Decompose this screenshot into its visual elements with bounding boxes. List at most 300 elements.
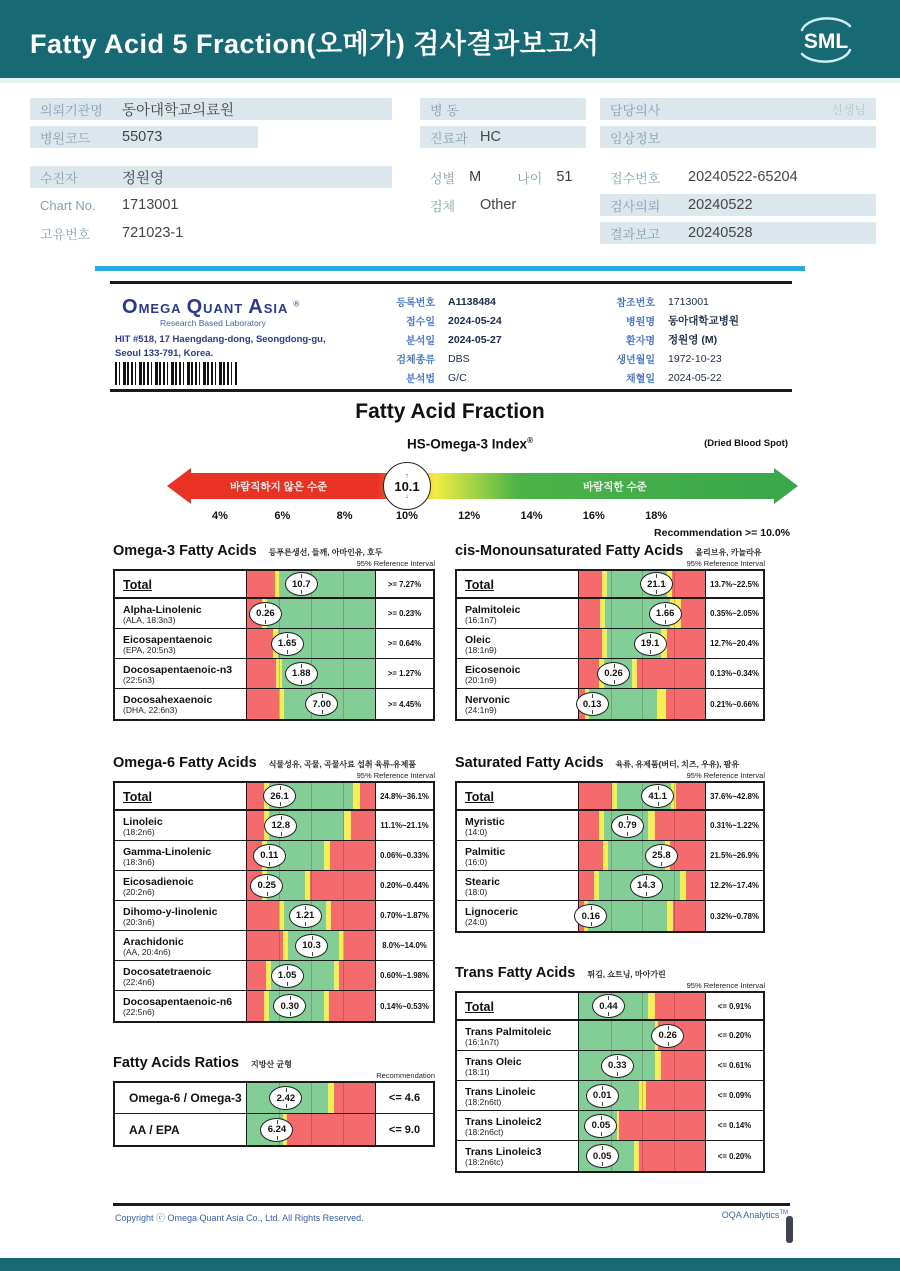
analyte-formula: (18:1t)	[465, 1066, 490, 1077]
range-segment	[672, 571, 705, 597]
app-header	[0, 0, 900, 78]
field-value: 20240528	[688, 225, 753, 241]
range-segment	[579, 1021, 655, 1050]
table-row	[457, 783, 763, 811]
range-bar	[247, 991, 375, 1021]
gridline	[279, 571, 280, 597]
range-bar	[247, 1083, 375, 1113]
field-row[interactable]	[30, 126, 258, 148]
analyte-name-cell	[457, 1021, 579, 1050]
reference-value: <= 0.09%	[705, 1081, 763, 1110]
analyte-formula: (18:2n6)	[123, 826, 155, 837]
range-segment	[330, 841, 375, 870]
value-marker: 0.30	[273, 994, 306, 1018]
range-segment	[344, 931, 375, 960]
range-segment	[329, 991, 375, 1021]
field-row	[420, 194, 586, 216]
analyte-name-cell	[115, 689, 247, 719]
range-segment	[351, 811, 375, 840]
omega6-table	[113, 755, 435, 1023]
sml-logo	[794, 12, 858, 68]
analyte-name: Total	[123, 789, 152, 804]
analyte-name: Myristic	[465, 815, 505, 828]
range-segment	[673, 901, 705, 931]
value-marker: 0.44	[592, 994, 625, 1018]
value-marker: 1.21	[289, 904, 322, 928]
gridline	[642, 659, 643, 688]
lab-logo-word: ASIA	[248, 296, 289, 318]
range-segment	[579, 841, 603, 870]
range-bar	[579, 871, 705, 900]
analyte-formula: (24:0)	[465, 917, 488, 928]
analyte-name-cell	[457, 1111, 579, 1140]
reference-value: >= 1.27%	[375, 659, 433, 688]
value-marker: 6.24	[260, 1118, 293, 1142]
analyte-formula: (16:1n7)	[465, 614, 497, 625]
analyte-name-cell	[115, 1083, 247, 1113]
gridline	[311, 783, 312, 809]
analyte-name: Eicosadienoic	[123, 875, 194, 888]
value-marker: 0.05	[586, 1144, 619, 1168]
field-row[interactable]	[420, 98, 586, 120]
table-row	[115, 599, 433, 629]
range-segment	[247, 991, 264, 1021]
range-bar	[247, 571, 375, 597]
range-bar	[247, 811, 375, 840]
table-header	[113, 755, 435, 771]
field-row	[30, 194, 392, 216]
range-segment	[339, 961, 375, 990]
scale-tick: 6%	[274, 510, 291, 522]
field-row	[30, 222, 392, 244]
range-bar	[579, 1081, 705, 1110]
range-bar	[247, 629, 375, 658]
table-row	[115, 901, 433, 931]
analyte-name-cell	[457, 599, 579, 628]
analyte-name-cell	[115, 871, 247, 900]
gridline	[674, 629, 675, 658]
table-title: cis-Monounsaturated Fatty Acids	[455, 543, 684, 559]
table-subtitle: 올리브유, 카놀라유	[695, 548, 762, 557]
value-marker: 1.05	[271, 964, 304, 988]
reference-value: <= 0.14%	[705, 1111, 763, 1140]
analyte-name-cell	[457, 841, 579, 870]
kv-value: G/C	[448, 371, 467, 384]
lab-logo-word: OMEGA	[122, 296, 182, 318]
gridline	[674, 689, 675, 719]
kv-label: 생년월일	[616, 355, 655, 366]
table-row	[115, 1083, 433, 1114]
table-row	[457, 629, 763, 659]
table-row	[457, 1021, 763, 1051]
gridline	[311, 841, 312, 870]
gridline	[642, 599, 643, 628]
range-segment	[579, 629, 602, 658]
analyte-name-cell	[115, 961, 247, 990]
analyte-formula: (16:0)	[465, 856, 488, 867]
analyte-name: AA / EPA	[129, 1122, 180, 1137]
value-marker: 0.13	[576, 692, 609, 716]
range-bar	[579, 993, 705, 1019]
gridline	[611, 629, 612, 658]
reference-value: <= 0.61%	[705, 1051, 763, 1080]
scroll-cursor[interactable]	[786, 1216, 793, 1243]
gridline	[642, 1111, 643, 1140]
value-marker: 41.1	[641, 784, 674, 808]
scale-tick: 18%	[645, 510, 668, 522]
analyte-name-cell	[115, 629, 247, 658]
analyte-name-cell	[115, 1114, 247, 1145]
table-title: Saturated Fatty Acids	[455, 755, 604, 771]
trans-table	[455, 965, 765, 1173]
reference-value: >= 0.23%	[375, 599, 433, 628]
sml-logo-text: SML	[803, 30, 849, 53]
value-marker: 21.1	[640, 572, 673, 596]
patient-col-2	[600, 98, 876, 250]
analyte-name: Total	[465, 789, 494, 804]
value-marker: 0.26	[597, 662, 630, 686]
range-segment	[287, 1114, 375, 1145]
reference-value: <= 4.6	[375, 1083, 433, 1113]
lab-logo	[122, 296, 299, 319]
brand-text: OQA Analytics™	[721, 1210, 788, 1220]
table-header	[113, 543, 435, 559]
value-marker: 0.01	[586, 1084, 619, 1108]
gridline	[343, 1114, 344, 1145]
range-segment	[657, 689, 666, 719]
table-header	[455, 965, 765, 981]
range-segment	[267, 599, 375, 628]
field-label: 진료과	[430, 130, 468, 146]
kv-value: 동아대학교병원	[668, 315, 740, 327]
table-title: Omega-6 Fatty Acids	[113, 755, 257, 771]
gridline	[311, 1114, 312, 1145]
gridline	[611, 783, 612, 809]
gridline	[642, 841, 643, 870]
range-bar	[579, 1111, 705, 1140]
range-bar	[579, 811, 705, 840]
analyte-formula: (18:2n6tt)	[465, 1096, 502, 1107]
field-value: 20240522	[688, 197, 753, 213]
range-segment	[655, 811, 705, 840]
kv-row	[575, 292, 775, 311]
reference-value: 0.14%~0.53%	[375, 991, 433, 1021]
gridline	[279, 931, 280, 960]
kv-label: 등록번호	[396, 298, 435, 309]
kv-row	[355, 292, 535, 311]
reference-value: >= 0.64%	[375, 629, 433, 658]
field-value: 1713001	[122, 197, 179, 213]
analyte-name-cell	[115, 991, 247, 1021]
analyte-formula: (EPA, 20:5n3)	[123, 644, 176, 655]
value-marker: 0.25	[250, 874, 283, 898]
gridline	[343, 841, 344, 870]
kv-value: 1713001	[668, 295, 709, 308]
kv-label: 분석일	[406, 336, 435, 347]
table-row	[115, 571, 433, 599]
kv-value: A1138484	[448, 295, 496, 308]
value-marker: 0.26	[651, 1024, 684, 1048]
gridline	[674, 1081, 675, 1110]
analyte-name: Alpha-Linolenic	[123, 603, 202, 616]
analyte-name: Docosatetraenoic	[123, 965, 212, 978]
reference-value: 0.35%~2.05%	[705, 599, 763, 628]
analyte-name-cell	[457, 993, 579, 1019]
analyte-name: Trans Oleic	[465, 1055, 522, 1068]
range-segment	[646, 1081, 705, 1110]
table-title: Trans Fatty Acids	[455, 965, 576, 981]
kv-label: 병원명	[626, 317, 655, 328]
analyte-formula: (18:0)	[465, 886, 488, 897]
range-segment	[360, 783, 375, 809]
reference-value: 24.8%~36.1%	[375, 783, 433, 809]
analyte-name-cell	[457, 1081, 579, 1110]
table-row	[457, 871, 763, 901]
field-label: 수진자	[40, 170, 78, 186]
analyte-name: Eicosenoic	[465, 663, 521, 676]
gridline	[642, 901, 643, 931]
analyte-formula: (20:2n6)	[123, 886, 155, 897]
lab-header-rule-bottom	[110, 389, 792, 392]
reference-value: 0.13%~0.34%	[705, 659, 763, 688]
gridline	[343, 991, 344, 1021]
field-row[interactable]	[600, 98, 876, 120]
analyte-formula: (22:5n3)	[123, 674, 155, 685]
analyte-name: Omega-6 / Omega-3	[129, 1091, 242, 1106]
gridline	[279, 901, 280, 930]
undesirable-zone-label: 바람직하지 않은 수준	[230, 481, 328, 493]
gridline	[642, 689, 643, 719]
range-segment	[247, 659, 276, 688]
field-label: 성별	[430, 170, 456, 186]
range-bar	[579, 1021, 705, 1050]
analyte-formula: (24:1n9)	[465, 705, 497, 716]
range-segment	[676, 783, 705, 809]
gridline	[343, 659, 344, 688]
reference-value: 0.60%~1.98%	[375, 961, 433, 990]
field-row[interactable]	[600, 126, 876, 148]
analyte-formula: (16:1n7t)	[465, 1036, 500, 1047]
range-segment	[579, 571, 602, 597]
page-top-accent	[95, 266, 805, 271]
range-segment	[655, 993, 705, 1019]
analyte-formula: (14:0)	[465, 826, 488, 837]
gridline	[343, 571, 344, 597]
analyte-name: Total	[123, 577, 152, 592]
table-title: Omega-3 Fatty Acids	[113, 543, 257, 559]
value-marker: 2.42	[269, 1086, 302, 1110]
table-row	[457, 841, 763, 871]
gridline	[343, 629, 344, 658]
gridline	[343, 783, 344, 809]
table-row	[457, 811, 763, 841]
field-row[interactable]	[420, 126, 586, 148]
kv-label: 접수일	[406, 317, 435, 328]
table-header	[455, 543, 765, 559]
analyte-formula: (AA, 20:4n6)	[123, 946, 171, 957]
analyte-name-cell	[115, 901, 247, 930]
analyte-name: Palmitic	[465, 845, 506, 858]
analyte-name: Total	[465, 577, 494, 592]
kv-label: 참조번호	[616, 298, 655, 309]
table-row	[115, 961, 433, 991]
table-row	[115, 811, 433, 841]
gridline	[311, 811, 312, 840]
range-bar	[579, 841, 705, 870]
index-value-marker	[383, 462, 431, 510]
reference-value: 11.1%~21.1%	[375, 811, 433, 840]
analyte-name-cell	[115, 599, 247, 628]
gridline	[311, 599, 312, 628]
gridline	[642, 1141, 643, 1171]
field-label: 임상정보	[610, 130, 661, 146]
field-row[interactable]	[30, 98, 392, 120]
reference-value: 21.5%~26.9%	[705, 841, 763, 870]
table-row	[115, 783, 433, 811]
table-row	[457, 689, 763, 719]
analyte-name: Stearic	[465, 875, 501, 888]
value-marker: 10.3	[295, 934, 328, 958]
gauge-left-arrowhead	[167, 468, 191, 504]
barcode	[115, 362, 237, 385]
field-row[interactable]	[30, 166, 392, 188]
registered-mark: ®	[527, 436, 533, 445]
gridline	[611, 871, 612, 900]
field-value: HC	[480, 129, 501, 145]
table-row	[457, 1111, 763, 1141]
field-label: 고유번호	[40, 226, 91, 242]
field-value: 55073	[122, 129, 163, 145]
gridline	[343, 811, 344, 840]
analyte-name: Palmitoleic	[465, 603, 521, 616]
analyte-formula: (18:2n6ct)	[465, 1126, 504, 1137]
analyte-name: Lignoceric	[465, 906, 519, 919]
gridline	[311, 629, 312, 658]
analyte-name: Trans Linoleic2	[465, 1115, 542, 1128]
analyte-name: Gamma-Linolenic	[123, 845, 212, 858]
field-row[interactable]	[600, 194, 876, 216]
range-segment	[639, 1141, 705, 1171]
range-bar	[247, 689, 375, 719]
scale-tick: 4%	[212, 510, 228, 522]
field-label: 병원코드	[40, 130, 91, 146]
field-label: 검체	[430, 198, 456, 214]
range-bar	[579, 901, 705, 931]
range-segment	[579, 811, 599, 840]
gridline	[311, 991, 312, 1021]
analyte-name-cell	[457, 811, 579, 840]
gridline	[674, 1051, 675, 1080]
range-bar	[247, 659, 375, 688]
table-row	[457, 993, 763, 1021]
kv-value: 2024-05-24	[448, 314, 502, 327]
analyte-name: Eicosapentaenoic	[123, 633, 213, 646]
range-bar	[247, 783, 375, 809]
table-row	[115, 689, 433, 719]
patient-col-0	[30, 98, 392, 250]
result-table	[113, 781, 435, 1023]
reference-value: >= 4.45%	[375, 689, 433, 719]
recommendation-text: Recommendation >= 10.0%	[654, 527, 790, 539]
analyte-formula: (22:5n6)	[123, 1007, 155, 1018]
gridline	[343, 901, 344, 930]
analyte-name-cell	[115, 841, 247, 870]
up-arrow-icon: ↑	[405, 472, 409, 480]
table-row	[115, 1114, 433, 1145]
value-marker: 1.66	[649, 602, 682, 626]
analyte-name: Total	[465, 999, 494, 1014]
reference-value: 12.2%~17.4%	[705, 871, 763, 900]
table-row	[457, 599, 763, 629]
result-table	[455, 781, 765, 933]
field-label: 결과보고	[610, 226, 661, 242]
result-table	[113, 1081, 435, 1147]
table-row	[115, 991, 433, 1021]
range-bar	[579, 1051, 705, 1080]
saturated-table	[455, 755, 765, 933]
range-segment	[666, 689, 705, 719]
analyte-name: Arachidonic	[123, 935, 184, 948]
index-ticks	[175, 510, 790, 526]
field-label: 검사의뢰	[610, 198, 661, 214]
lab-tagline: Research Based Laboratory	[160, 318, 266, 328]
reference-value: <= 0.20%	[705, 1021, 763, 1050]
analyte-name-cell	[115, 571, 247, 597]
field-label: 접수번호	[610, 170, 661, 186]
table-row	[457, 571, 763, 599]
gridline	[674, 659, 675, 688]
scale-tick: 14%	[520, 510, 543, 522]
table-header	[113, 1055, 435, 1071]
value-marker: 12.8	[264, 814, 297, 838]
table-row	[457, 1051, 763, 1081]
reference-value: 0.20%~0.44%	[375, 871, 433, 900]
gridline	[611, 841, 612, 870]
reference-interval-label: 95% Reference Interval	[686, 559, 765, 568]
field-value: 20240522-65204	[688, 169, 798, 185]
value-marker: 0.05	[584, 1114, 617, 1138]
value-marker: 0.11	[253, 844, 286, 868]
range-segment	[681, 599, 705, 628]
reference-value: 12.7%~20.4%	[705, 629, 763, 658]
table-subtitle: 식물성유, 곡물, 곡물사료 섭취 육류-유제품	[268, 760, 417, 769]
analyte-formula: (22:4n6)	[123, 976, 155, 987]
value-marker: 7.00	[305, 692, 338, 716]
kv-row	[575, 349, 775, 368]
kv-row	[355, 368, 535, 387]
analyte-name-cell	[457, 1051, 579, 1080]
range-segment	[247, 901, 279, 930]
kv-value: 정원영 (M)	[668, 334, 718, 346]
range-segment	[334, 1083, 375, 1113]
gridline	[674, 571, 675, 597]
range-bar	[579, 1141, 705, 1171]
table-row	[457, 901, 763, 931]
reference-value: 0.06%~0.33%	[375, 841, 433, 870]
value-marker: 19.1	[634, 632, 667, 656]
range-segment	[331, 901, 375, 930]
field-row[interactable]	[600, 222, 876, 244]
table-subtitle: 등푸른생선, 들깨, 아마인유, 호두	[268, 548, 383, 557]
table-row	[115, 931, 433, 961]
field-label: 병 동	[430, 102, 459, 118]
range-bar	[247, 841, 375, 870]
field-label: 나이	[517, 170, 543, 186]
gridline	[343, 931, 344, 960]
range-segment	[579, 783, 612, 809]
reference-interval-label: Recommendation	[376, 1071, 435, 1080]
gridline	[642, 993, 643, 1019]
